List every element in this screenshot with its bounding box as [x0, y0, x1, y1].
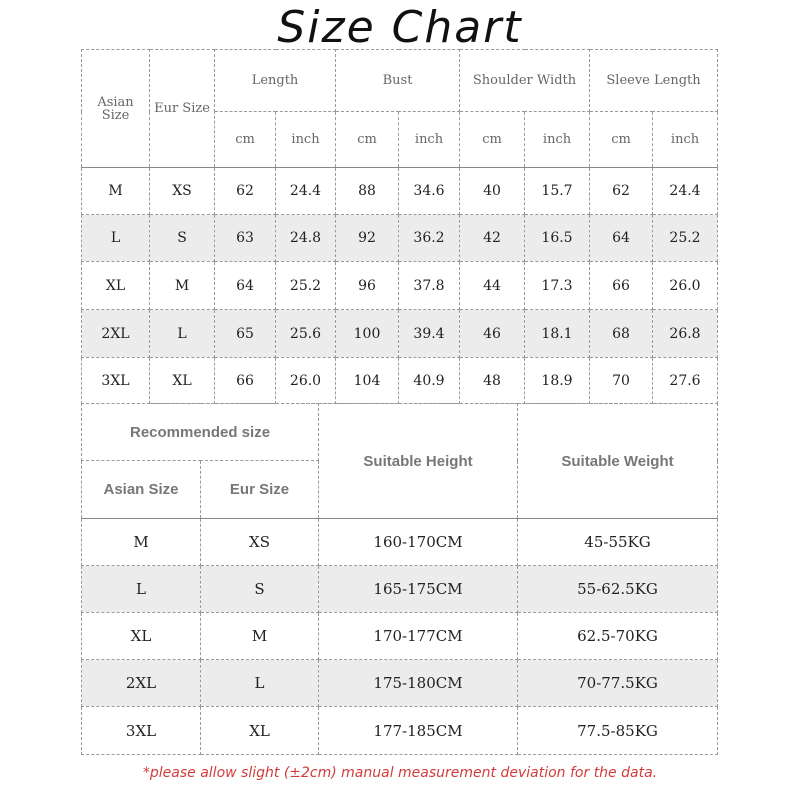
table-cell: 44 — [460, 262, 525, 310]
table-cell: XS — [201, 519, 319, 566]
table-cell: 66 — [215, 358, 276, 404]
table-cell: 46 — [460, 310, 525, 358]
table-cell: 26.8 — [653, 310, 718, 358]
table-cell: 25.2 — [653, 215, 718, 262]
table-row — [82, 215, 718, 262]
table-cell: 66 — [590, 262, 653, 310]
table-cell: 64 — [590, 215, 653, 262]
unit-inch: inch — [525, 112, 590, 168]
table-cell: 92 — [336, 215, 399, 262]
table-cell: XL — [201, 707, 319, 755]
table-cell: 40 — [460, 168, 525, 215]
table-cell: M — [150, 262, 215, 310]
table-cell: 70 — [590, 358, 653, 404]
table-cell: XL — [150, 358, 215, 404]
table-cell: 170-177CM — [319, 613, 518, 660]
asian-size-header: Asian Size — [82, 461, 201, 519]
table-cell: S — [150, 215, 215, 262]
table-cell: 2XL — [82, 310, 150, 358]
table-cell: 100 — [336, 310, 399, 358]
table-cell: 160-170CM — [319, 519, 518, 566]
table-cell: 64 — [215, 262, 276, 310]
table-cell: 77.5-85KG — [518, 707, 718, 755]
table-cell: 34.6 — [399, 168, 460, 215]
table-cell: 62 — [215, 168, 276, 215]
unit-cm: cm — [460, 112, 525, 168]
unit-cm: cm — [336, 112, 399, 168]
table-cell: 15.7 — [525, 168, 590, 215]
table-row — [82, 358, 718, 404]
table-cell: 37.8 — [399, 262, 460, 310]
unit-cm: cm — [590, 112, 653, 168]
table-cell: 165-175CM — [319, 566, 518, 613]
measurement-table — [81, 49, 718, 404]
table-cell: 24.4 — [276, 168, 336, 215]
table-cell: 62 — [590, 168, 653, 215]
eur-size-header: Eur Size — [201, 461, 319, 519]
table-cell: L — [82, 566, 201, 613]
table-cell: 175-180CM — [319, 660, 518, 707]
table-cell: M — [82, 168, 150, 215]
table-row — [82, 707, 718, 755]
table-cell: S — [201, 566, 319, 613]
table-cell: 18.1 — [525, 310, 590, 358]
table-row — [82, 310, 718, 358]
table-cell: L — [150, 310, 215, 358]
length-header: Length — [215, 50, 336, 112]
table-cell: 36.2 — [399, 215, 460, 262]
table-row — [82, 519, 718, 566]
table-cell: 26.0 — [653, 262, 718, 310]
table-cell: 3XL — [82, 707, 201, 755]
table-cell: 96 — [336, 262, 399, 310]
table-cell: 18.9 — [525, 358, 590, 404]
unit-cm: cm — [215, 112, 276, 168]
table-cell: 42 — [460, 215, 525, 262]
table-cell: 88 — [336, 168, 399, 215]
table-cell: 16.5 — [525, 215, 590, 262]
unit-inch: inch — [399, 112, 460, 168]
table-cell: 177-185CM — [319, 707, 518, 755]
table-cell: 55-62.5KG — [518, 566, 718, 613]
table-cell: 26.0 — [276, 358, 336, 404]
table-cell: 40.9 — [399, 358, 460, 404]
table-cell: 25.2 — [276, 262, 336, 310]
table-cell: 24.8 — [276, 215, 336, 262]
table-row — [82, 168, 718, 215]
table-row — [82, 566, 718, 613]
table-row — [82, 613, 718, 660]
table-cell: 27.6 — [653, 358, 718, 404]
table-cell: 45-55KG — [518, 519, 718, 566]
table-row — [82, 660, 718, 707]
table-cell: 3XL — [82, 358, 150, 404]
table-cell: 39.4 — [399, 310, 460, 358]
table-cell: L — [201, 660, 319, 707]
bust-header: Bust — [336, 50, 460, 112]
table-cell: 62.5-70KG — [518, 613, 718, 660]
suitable-height-header: Suitable Height — [319, 404, 518, 519]
unit-inch: inch — [653, 112, 718, 168]
sleeve-length-header: Sleeve Length — [590, 50, 718, 112]
table-cell: 63 — [215, 215, 276, 262]
page-title: Size Chart — [277, 2, 523, 53]
table-cell: XL — [82, 613, 201, 660]
table-cell: 24.4 — [653, 168, 718, 215]
table-cell: 2XL — [82, 660, 201, 707]
eur-size-header: Eur Size — [150, 50, 215, 168]
table-cell: 48 — [460, 358, 525, 404]
table-row — [82, 262, 718, 310]
recommended-size-table — [81, 403, 718, 755]
recommended-size-header: Recommended size — [82, 404, 319, 461]
asian-size-header: Asian Size — [82, 50, 150, 168]
table-cell: XL — [82, 262, 150, 310]
table-cell: 68 — [590, 310, 653, 358]
table-cell: 70-77.5KG — [518, 660, 718, 707]
unit-inch: inch — [276, 112, 336, 168]
table-cell: XS — [150, 168, 215, 215]
table-cell: M — [82, 519, 201, 566]
table-cell: L — [82, 215, 150, 262]
table-cell: 65 — [215, 310, 276, 358]
table-cell: 17.3 — [525, 262, 590, 310]
shoulder-width-header: Shoulder Width — [460, 50, 590, 112]
table-cell: 25.6 — [276, 310, 336, 358]
table-cell: 104 — [336, 358, 399, 404]
suitable-weight-header: Suitable Weight — [518, 404, 718, 519]
measurement-note: *please allow slight (±2cm) manual measurement deviation for the data. — [142, 765, 658, 781]
table-cell: M — [201, 613, 319, 660]
